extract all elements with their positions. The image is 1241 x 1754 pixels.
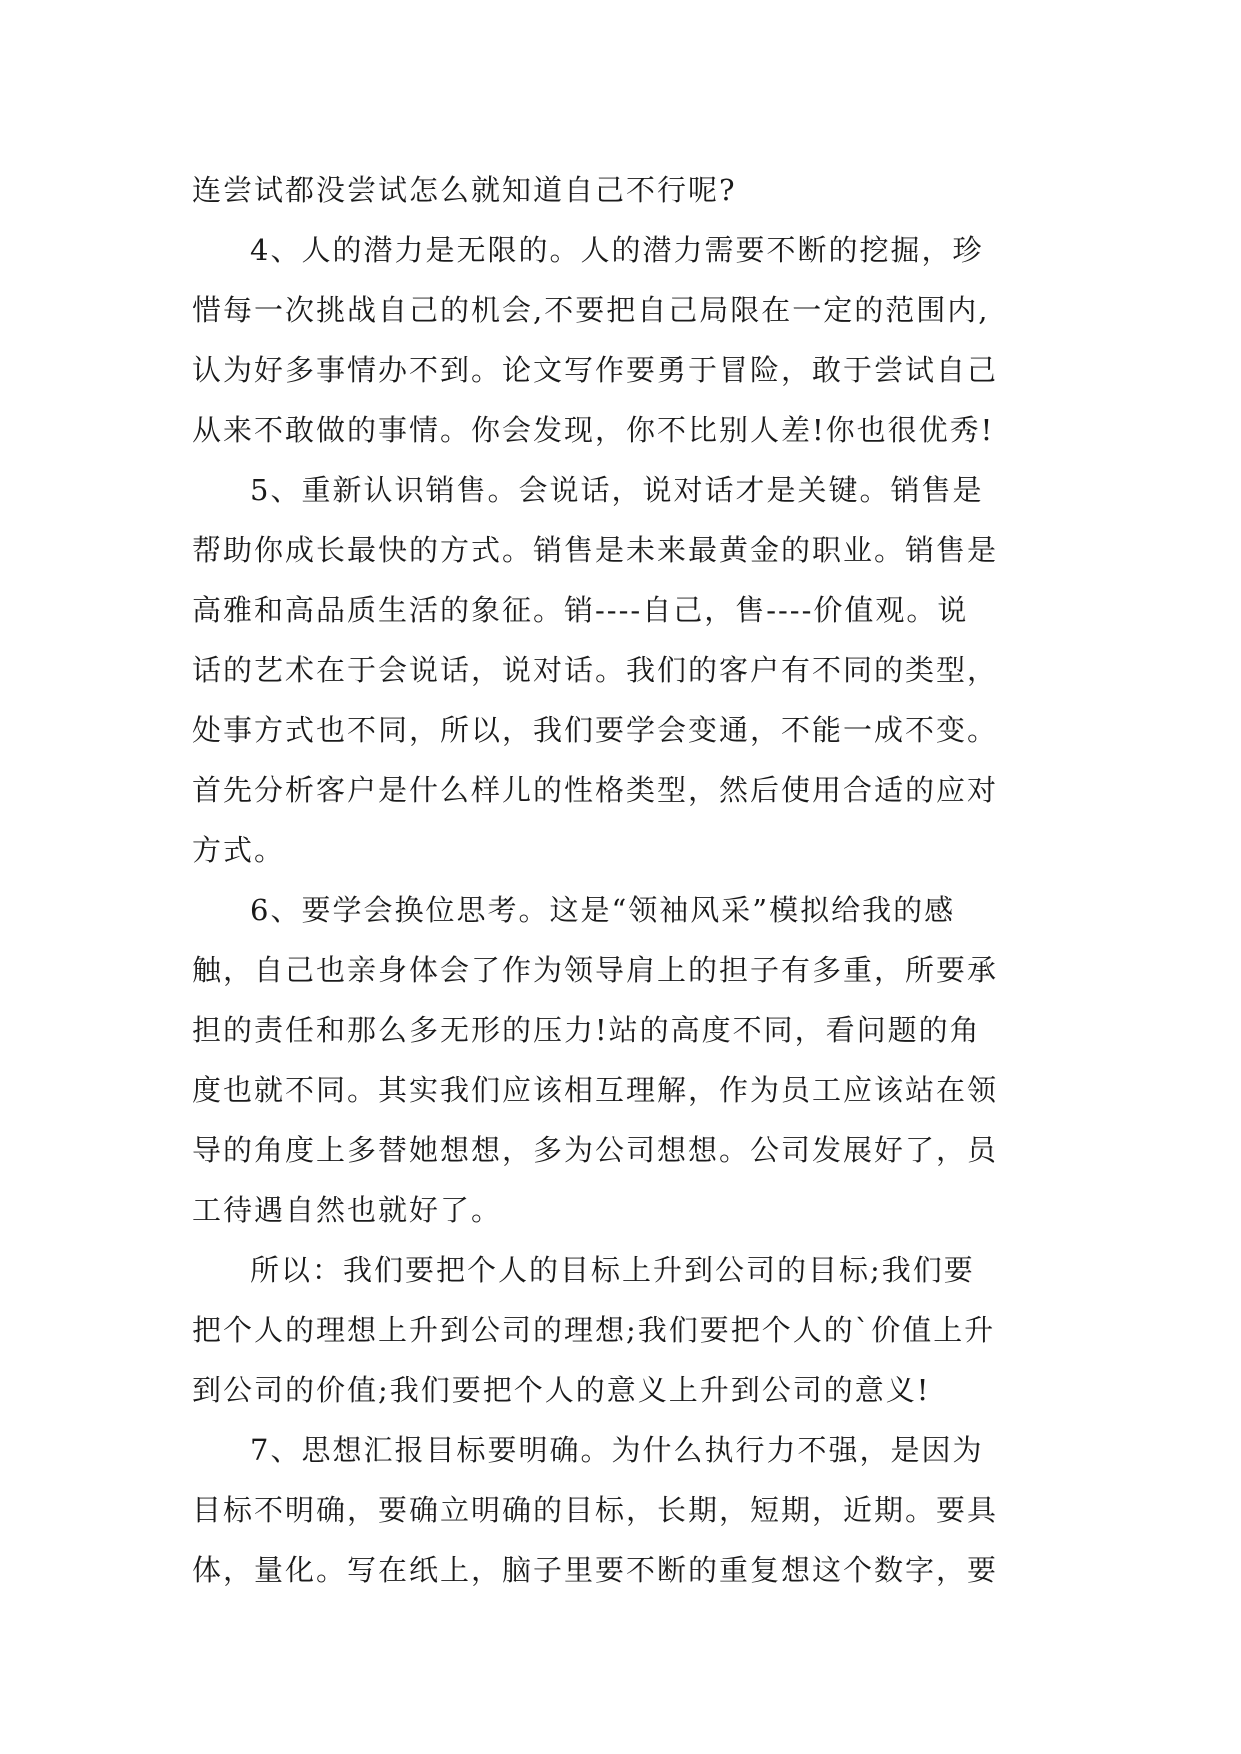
text-line: 认为好多事情办不到。论文写作要勇于冒险，敢于尝试自己 [192, 353, 999, 387]
text-line: 连尝试都没尝试怎么就知道自己不行呢? [192, 173, 737, 207]
text-line: 帮助你成长最快的方式。销售是未来最黄金的职业。销售是 [192, 533, 999, 567]
document-body [192, 160, 1072, 1600]
text-line: 担的责任和那么多无形的压力!站的高度不同，看问题的角 [192, 1013, 981, 1047]
paragraph-7-start: 7、思想汇报目标要明确。为什么执行力不强，是因为 [250, 1433, 984, 1467]
text-line: 从来不敢做的事情。你会发现，你不比别人差!你也很优秀! [192, 413, 995, 447]
text-line: 工待遇自然也就好了。 [192, 1193, 503, 1227]
paragraph-summary-start: 所以：我们要把个人的目标上升到公司的目标;我们要 [250, 1253, 975, 1287]
text-line: 度也就不同。其实我们应该相互理解，作为员工应该站在领 [192, 1073, 999, 1107]
text-line: 目标不明确，要确立明确的目标，长期，短期，近期。要具 [192, 1493, 999, 1527]
text-line: 触，自己也亲身体会了作为领导肩上的担子有多重，所要承 [192, 953, 999, 987]
text-line: 把个人的理想上升到公司的理想;我们要把个人的`价值上升 [192, 1313, 996, 1347]
paragraph-6-start: 6、要学会换位思考。这是“领袖风采”模拟给我的感 [250, 893, 956, 927]
text-line: 高雅和高品质生活的象征。销----自己，售----价值观。说 [192, 593, 969, 627]
text-line: 导的角度上多替她想想，多为公司想想。公司发展好了，员 [192, 1133, 999, 1167]
text-line: 体，量化。写在纸上，脑子里要不断的重复想这个数字，要 [192, 1553, 999, 1587]
text-line: 到公司的价值;我们要把个人的意义上升到公司的意义! [192, 1373, 931, 1407]
paragraph-4-start: 4、人的潜力是无限的。人的潜力需要不断的挖掘，珍 [250, 233, 984, 267]
text-line: 首先分析客户是什么样儿的性格类型，然后使用合适的应对 [192, 773, 999, 807]
text-line: 话的艺术在于会说话，说对话。我们的客户有不同的类型， [192, 653, 999, 687]
text-line: 方式。 [192, 833, 286, 867]
paragraph-5-start: 5、重新认识销售。会说话，说对话才是关键。销售是 [250, 473, 984, 507]
text-line: 处事方式也不同，所以，我们要学会变通，不能一成不变。 [192, 713, 999, 747]
text-line: 惜每一次挑战自己的机会,不要把自己局限在一定的范围内, [192, 293, 990, 327]
